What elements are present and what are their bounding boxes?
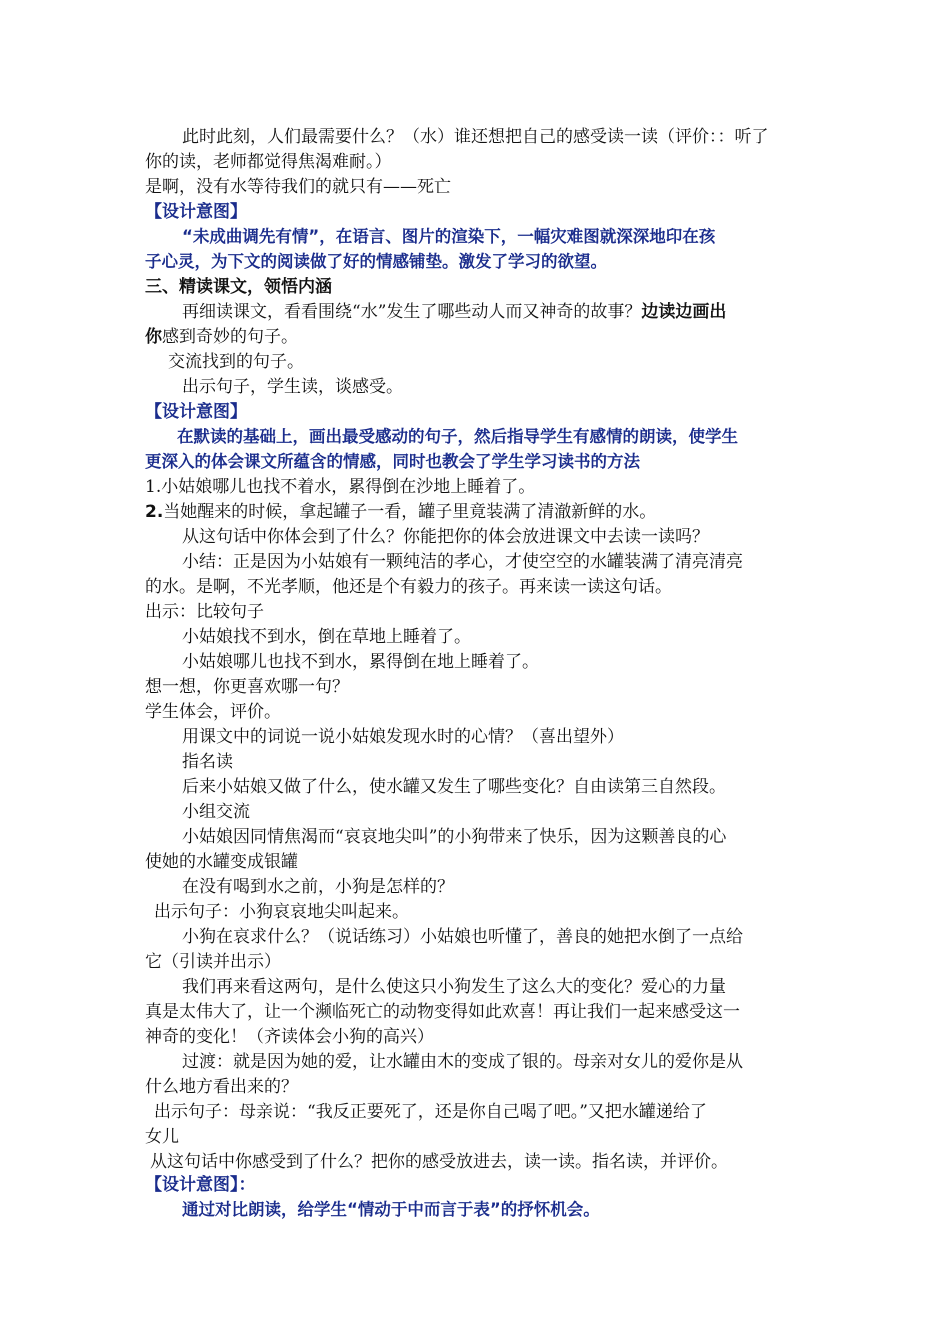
paragraph-text: 再细读课文，看看围绕“水”发生了哪些动人而又神奇的故事？ bbox=[182, 302, 642, 322]
paragraph-line bbox=[182, 301, 726, 323]
paragraph-line: 的水。是啊，不光孝顺，他还是个有毅力的孩子。再来读一读这句话。 bbox=[145, 577, 672, 597]
paragraph-line: 指名读 bbox=[182, 752, 233, 772]
design-intent-text: 子心灵，为下文的阅读做了好的情感铺垫。激发了学习的欲望。 bbox=[145, 252, 607, 271]
design-intent-heading: 【设计意图】 bbox=[145, 402, 247, 422]
paragraph-line: 小姑娘因同情焦渴而“哀哀地尖叫”的小狗带来了快乐，因为这颗善良的心 bbox=[182, 827, 727, 847]
paragraph-line: 女儿 bbox=[145, 1127, 179, 1147]
paragraph-text: 感到奇妙的句子。 bbox=[162, 327, 298, 347]
design-intent-text: 更深入的体会课文所蕴含的情感，同时也教会了学生学习读书的方法 bbox=[145, 452, 640, 471]
design-intent-text: “未成曲调先有情”，在语言、图片的渲染下，一幅灾难图就深深地印在孩 bbox=[182, 227, 716, 246]
paragraph-line: 使她的水罐变成银罐 bbox=[145, 852, 298, 872]
paragraph-line: 你的读，老师都觉得焦渴难耐。） bbox=[145, 152, 392, 172]
emphasis-text: 你 bbox=[145, 327, 162, 347]
paragraph-line: 我们再来看这两句，是什么使这只小狗发生了这么大的变化？爱心的力量 bbox=[182, 977, 726, 997]
paragraph-line: 出示：比较句子 bbox=[145, 602, 264, 622]
paragraph-line: 出示句子，学生读，谈感受。 bbox=[182, 377, 403, 397]
paragraph-text: 当她醒来的时候，拿起罐子一看，罐子里竟装满了清澈新鲜的水。 bbox=[163, 502, 657, 522]
paragraph-line: 真是太伟大了，让一个濒临死亡的动物变得如此欢喜！再让我们一起来感受这一 bbox=[145, 1002, 740, 1022]
paragraph-line: 出示句子：母亲说：“我反正要死了，还是你自己喝了吧。”又把水罐递给了 bbox=[154, 1102, 707, 1122]
paragraph-line: 什么地方看出来的？ bbox=[145, 1077, 298, 1097]
section-heading: 三、精读课文，领悟内涵 bbox=[145, 277, 332, 297]
paragraph-line: 在没有喝到水之前，小狗是怎样的？ bbox=[182, 877, 454, 897]
paragraph-line: 小结：正是因为小姑娘有一颗纯洁的孝心，才使空空的水罐装满了清亮清亮 bbox=[182, 552, 743, 572]
paragraph-line: 过渡：就是因为她的爱，让水罐由木的变成了银的。母亲对女儿的爱你是从 bbox=[182, 1052, 743, 1072]
paragraph-line: 后来小姑娘又做了什么，使水罐又发生了哪些变化？自由读第三自然段。 bbox=[182, 777, 726, 797]
paragraph-line bbox=[145, 326, 298, 348]
paragraph-line: 出示句子：小狗哀哀地尖叫起来。 bbox=[154, 902, 409, 922]
emphasis-text: 边读边画出 bbox=[641, 302, 727, 322]
numbered-sentence: 1.小姑娘哪儿也找不着水，累得倒在沙地上睡着了。 bbox=[145, 477, 536, 497]
paragraph-line: 从这句话中你体会到了什么？你能把你的体会放进课文中去读一读吗？ bbox=[182, 527, 709, 547]
paragraph-line: 神奇的变化！（齐读体会小狗的高兴） bbox=[145, 1027, 434, 1047]
design-intent-heading: 【设计意图】 bbox=[145, 202, 247, 222]
paragraph-line: 是啊，没有水等待我们的就只有——死亡 bbox=[145, 177, 451, 197]
numbered-sentence bbox=[145, 501, 656, 523]
paragraph-line: 它（引读并出示） bbox=[145, 952, 281, 972]
paragraph-line: 想一想，你更喜欢哪一句？ bbox=[145, 677, 349, 697]
design-intent-heading: 【设计意图】： bbox=[145, 1175, 256, 1195]
paragraph-line: 小组交流 bbox=[182, 802, 250, 822]
paragraph-line: 交流找到的句子。 bbox=[168, 352, 304, 372]
paragraph-line: 小姑娘找不到水，倒在草地上睡着了。 bbox=[182, 627, 471, 647]
paragraph-line: 从这句话中你感受到了什么？把你的感受放进去，读一读。指名读，并评价。 bbox=[150, 1152, 728, 1172]
paragraph-line: 小狗在哀求什么？（说话练习）小姑娘也听懂了，善良的她把水倒了一点给 bbox=[182, 927, 743, 947]
paragraph-line: 用课文中的词说一说小姑娘发现水时的心情？（喜出望外） bbox=[182, 727, 624, 747]
item-number: 2. bbox=[145, 502, 164, 522]
paragraph-line: 小姑娘哪儿也找不到水，累得倒在地上睡着了。 bbox=[182, 652, 539, 672]
paragraph-line: 学生体会，评价。 bbox=[145, 702, 281, 722]
design-intent-text: 在默读的基础上，画出最受感动的句子，然后指导学生有感情的朗读，使学生 bbox=[177, 427, 738, 446]
design-intent-text: 通过对比朗读，给学生“情动于中而言于表”的抒怀机会。 bbox=[182, 1200, 600, 1219]
paragraph-line: 此时此刻，人们最需要什么？（水）谁还想把自己的感受读一读（评价：：听了 bbox=[182, 127, 769, 147]
